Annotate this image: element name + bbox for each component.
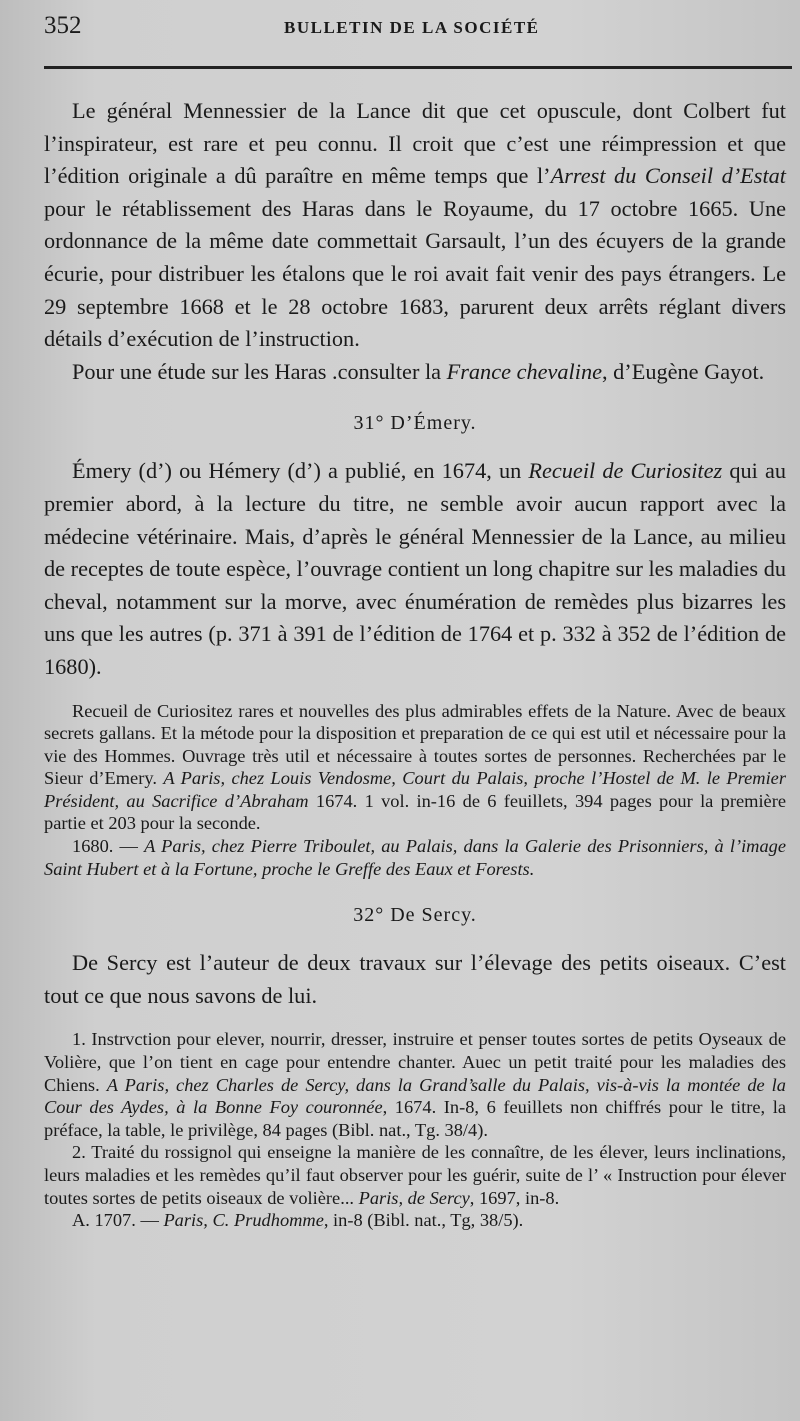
header-rule <box>44 66 792 69</box>
section-32-note-3: A. 1707. — Paris, C. Prudhomme, in-8 (Bibl. nat., Tg, 38/5). <box>72 1210 524 1231</box>
page-header <box>44 12 786 52</box>
intro-paragraph-2: Pour une étude sur les Haras .consulter la France chevaline, d’Eugène Gayot. <box>72 358 765 384</box>
section-31-title: 31° D’Émery. <box>353 412 477 435</box>
section-32-title: 32° De Sercy. <box>353 904 477 927</box>
section-32-note-1: 1. Instrvction pour elever, nourrir, dresser, instruire et penser toutes sortes de petits Oyseaux de Volière, que l’on tient en cage pour entendre chanter. Auec un petit traité pour les maladies des Chiens. A Paris, chez Charles de Sercy, dans la Grand’salle du Palais, vis-à-vis la montée de la Cour des Aydes, à la Bonne Foy couronnée, 1674. In-8, 6 feuillets non chiffrés pour le titre, la préface, la table, le privilège, 84 pages (Bibl. nat., Tg. 38/4). <box>44 1029 786 1140</box>
running-head: BULLETIN DE LA SOCIÉTÉ <box>284 18 540 37</box>
section-32-paragraph: De Sercy est l’auteur de deux travaux sur l’élevage des petits oiseaux. C’est tout ce que nous savons de lui. <box>44 950 786 1008</box>
intro-paragraph-1: Le général Mennessier de la Lance dit que cet opuscule, dont Colbert fut l’inspirateur, est rare et peu connu. Il croit que c’est une réimpression et que l’édition originale a dû paraître en même temps que l’Arrest du Conseil d’Estat pour le rétablissement des Haras dans le Royaume, du 17 octobre 1665. Une ordonnance de la même date commettait Garsault, l’un des écuyers de la grande écurie, pour distribuer les étalons que le roi avait fait venir des pays étrangers. Le 29 septembre 1668 et le 28 octobre 1683, parurent deux arrêts réglant divers détails d’exécution de l’instruction. <box>44 98 786 352</box>
section-32-note-2: 2. Traité du rossignol qui enseigne la manière de les connaître, de les élever, leurs inclinations, leurs maladies et les remèdes qu’il faut observer pour les guérir, suite de l’ « Instruction pour élever toutes sortes de petits oiseaux de volière... Paris, de Sercy, 1697, in-8. <box>44 1142 786 1208</box>
section-31-note-1: Recueil de Curiositez rares et nouvelles des plus admirables effets de la Nature. Avec de beaux secrets gallans. Et la métode pour la disposition et preparation de ce qui est util et nécessaire pour la vie des Hommes. Ouvrage très util et nécessaire à toutes sortes de personnes. Recherchées par le Sieur d’Emery. A Paris, chez Louis Vendosme, Court du Palais, proche l’Hostel de M. le Premier Président, au Sacrifice d’Abraham 1674. 1 vol. in-16 de 6 feuillets, 394 pages pour la première partie et 203 pour la seconde. <box>44 700 787 834</box>
page-number: 352 <box>44 12 82 39</box>
section-31-paragraph: Émery (d’) ou Hémery (d’) a publié, en 1674, un Recueil de Curiositez qui au premier abord, à la lecture du titre, ne semble avoir aucun rapport avec la médecine vétérinaire. Mais, d’après le général Mennessier de la Lance, au milieu de receptes de toute espèce, l’ouvrage contient un long chapitre sur les maladies du cheval, notamment sur la morve, avec énumération de remèdes plus bizarres les uns que les autres (p. 371 à 391 de l’édition de 1764 et p. 332 à 352 de l’édition de 1680). <box>44 458 786 679</box>
section-31-note-2: 1680. — A Paris, chez Pierre Triboulet, au Palais, dans la Galerie des Prisonniers, à l’image Saint Hubert et à la Fortune, proche le Greffe des Eaux et Forests. <box>44 836 787 879</box>
